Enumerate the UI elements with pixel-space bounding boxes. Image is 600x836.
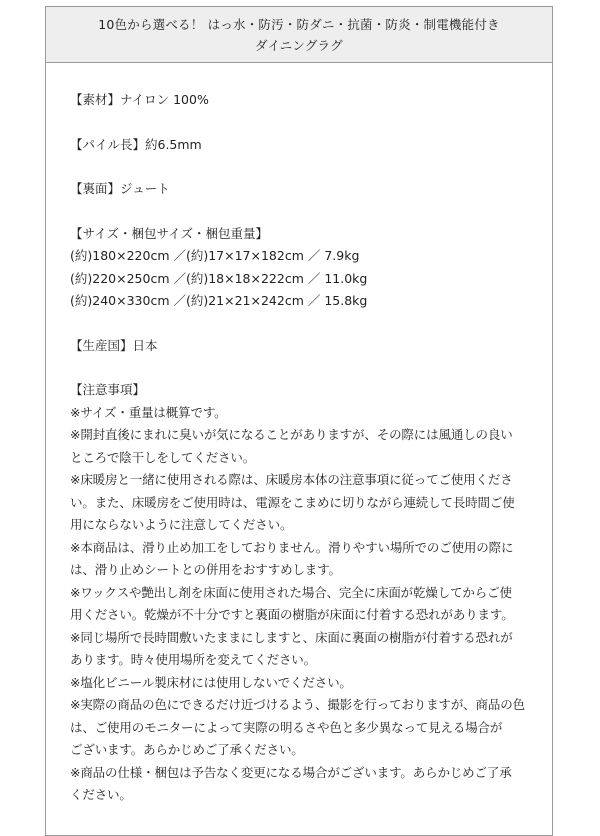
origin-text: 【生産国】日本	[70, 337, 158, 353]
notes-header: 【注意事項】	[70, 382, 146, 397]
note-line: ございます。あらかじめご了承ください。	[70, 742, 304, 757]
note-item	[70, 672, 530, 695]
product-title-line-2: ダイニングラグ	[255, 38, 343, 53]
note-line: ※開封直後にまれに臭いが気になることがありますが、その際には風通しの良い	[70, 427, 513, 442]
note-line: ※本商品は、滑り止め加工をしておりません。滑りやすい場所でのご使用の際に	[70, 539, 514, 555]
note-item	[70, 762, 530, 807]
note-line: い。また、床暖房をご使用時は、電源をこまめに切りながら連続して長時間ご使	[70, 494, 515, 510]
note-item	[70, 402, 530, 425]
notes-section	[70, 379, 530, 807]
size-header: 【サイズ・梱包サイズ・梱包重量】	[70, 225, 269, 241]
size-row: (約)220×250cm ／(約)18×18×222cm ／ 11.0kg	[70, 270, 368, 286]
material-text: 【素材】ナイロン 100%	[70, 92, 209, 107]
note-line: ※実際の商品の色にできるだけ近づけるよう、撮影を行っておりますが、商品の色	[70, 697, 525, 712]
material-section	[70, 89, 530, 112]
size-row: (約)180×220cm ／(約)17×17×182cm ／ 7.9kg	[70, 248, 360, 263]
note-line: ※同じ場所で長時間敷いたままにしますと、床面に裏面の樹脂が付着する恐れが	[70, 629, 513, 645]
note-item	[70, 627, 530, 672]
size-row: (約)240×330cm ／(約)21×21×242cm ／ 15.8kg	[70, 293, 368, 308]
note-line: 用にならないように注意してください。	[70, 517, 293, 532]
note-line: ※塩化ビニール製床材には使用しないでください。	[70, 674, 352, 690]
note-line: ください。	[70, 787, 132, 802]
backing-section	[70, 178, 530, 201]
origin-section	[70, 335, 530, 358]
note-line: ※サイズ・重量は概算です。	[70, 404, 227, 420]
note-line: あります。時々使用場所を変えてください。	[70, 652, 317, 667]
note-line: は、滑り止めシートとの併用をおすすめします。	[70, 562, 341, 577]
note-line: は、ご使用のモニターによって実際の明るさや色と多少異なって見える場合が	[70, 719, 503, 735]
note-item	[70, 424, 530, 469]
backing-text: 【裏面】ジュート	[70, 181, 170, 196]
size-section	[70, 223, 530, 313]
pile-length-text: 【パイル長】約6.5mm	[70, 136, 202, 152]
spec-content	[46, 63, 552, 807]
note-line: ※商品の仕様・梱包は予告なく変更になる場合がございます。あらかじめご了承	[70, 764, 512, 780]
pile-length-section	[70, 134, 530, 157]
product-title-line-1: 10色から選べる！ はっ水・防汚・防ダニ・抗菌・防炎・制電機能付き	[98, 17, 500, 32]
note-line: 用ください。乾燥が不十分ですと裏面の樹脂が床面に付着する恐れがあります。	[70, 607, 514, 622]
note-item	[70, 469, 530, 537]
note-line: ところで陰干しをしてください。	[70, 449, 256, 465]
product-title-header	[46, 7, 552, 63]
note-item	[70, 537, 530, 582]
note-item	[70, 582, 530, 627]
note-item	[70, 694, 530, 762]
note-line: ※床暖房と一緒に使用される際は、床暖房本体の注意事項に従ってご使用くださ	[70, 472, 513, 487]
product-spec-box	[45, 6, 553, 836]
note-line: ※ワックスや艶出し剤を床面に使用された場合、完全に床面が乾燥してからご使	[70, 584, 512, 600]
